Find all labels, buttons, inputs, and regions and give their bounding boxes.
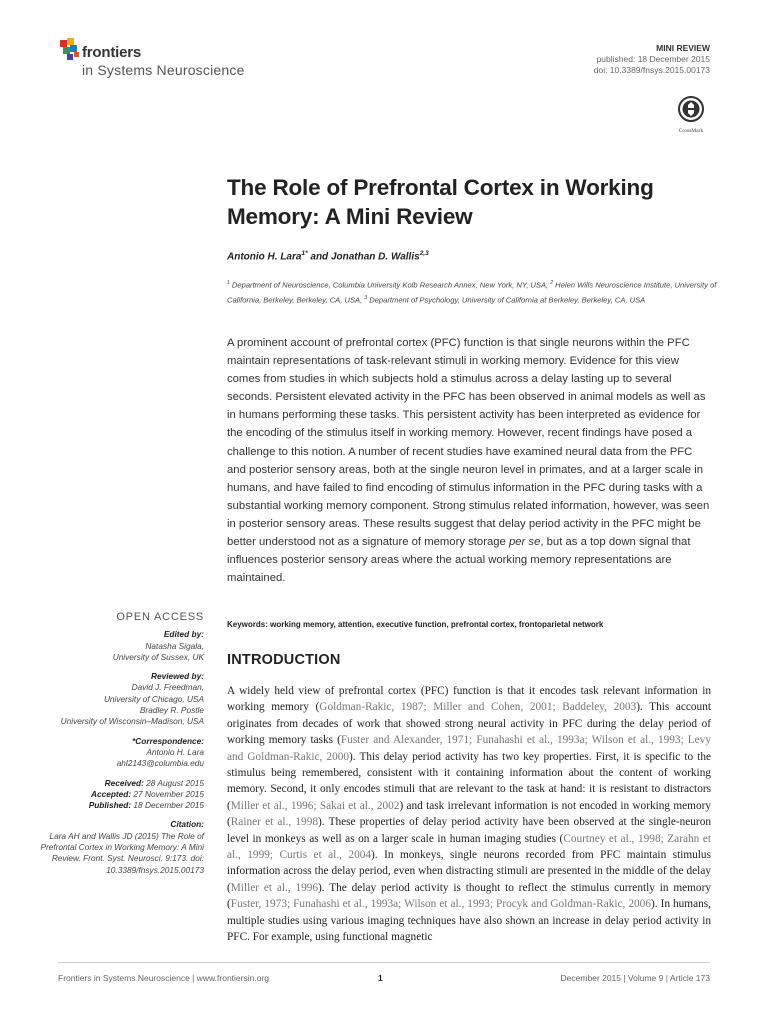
dates-block [40,778,204,812]
page-number: 1 [378,973,383,983]
abstract-emphasis: per se [508,536,541,549]
citation-heading: Citation: [170,819,204,830]
abstract [227,334,711,587]
citation-text: Lara AH and Wallis JD (2015) The Role of Prefrontal Cortex in Working Memory: A Mini Review. Front. Syst. Neurosci. 9:173. doi: 10.3389/fnsys.2015.00173 [40,830,204,875]
received-label: Received: [104,777,144,788]
body-text: ). In monkeys, single neurons recorded from PFC maintain stimulus information across the delay period, even when distracting stimuli are presented in the middle of the delay ( [227,849,711,894]
journal-name: in Systems Neuroscience [82,62,245,78]
correspondence-name: Antonio H. Lara [146,746,204,757]
reviewer-institution: University of Wisconsin–Madison, USA [60,716,204,727]
crossmark-icon [678,96,704,122]
correspondence-heading: *Correspondence: [132,735,204,746]
citation-link[interactable]: Fuster, 1973; Funahashi et al., 1993a; Wilson et al., 1993; Procyk and Goldman-Rakic, 2006 [230,898,651,911]
frontiers-logo-icon [58,38,82,64]
article-sidebar [40,612,204,884]
citation-link[interactable]: Goldman-Rakic, 1987; Miller and Cohen, 2001; Baddeley, 2003 [319,701,637,714]
citation-link[interactable]: Rainer et al., 1998 [230,816,319,829]
published-date: published: 18 December 2015 [596,54,710,64]
edited-by-block [40,629,204,663]
accepted-date [40,789,204,800]
body-text: ). This account originates from decades of work that showed strong neural activity in PFC during the delay period of working memory tasks ( [227,701,711,747]
footer-journal[interactable]: Frontiers in Systems Neuroscience | www.frontiersin.org [58,973,270,983]
body-text: ). This delay period activity has two key properties. First, it is specific to the stimulus being remembered, consistent with it containing information about the content of working memory. Second, it only encodes stimuli that are relevant to the task at hand: it is resistant to distractors ( [227,750,711,812]
body-text: ). These properties of delay period activity have been observed at the single-neuron level in monkeys as well as on a larger scale in human imaging studies ( [227,816,711,845]
body-text: ) and task irrelevant information is not encoded in working memory ( [227,799,711,829]
body-text: ). The delay period activity is thought to reflect the stimulus currently in memory ( [227,881,711,911]
affiliation: Helen Wills Neuroscience Institute, University of California, Berkeley, Berkeley, CA, USA, [227,280,717,305]
brand-name: frontiers [82,44,142,61]
footer-issue: December 2015 | Volume 9 | Article 173 [560,973,710,983]
article-type: MINI REVIEW [656,43,710,53]
intro-paragraph [227,683,711,946]
body-text: A widely held view of prefrontal cortex (PFC) function is that it encodes task relevant information in working memory ( [227,685,711,714]
keywords: Keywords: working memory, attention, executive function, prefrontal cortex, frontoparietal network [227,620,604,629]
author-sup: 1* [301,250,308,257]
editor-institution: University of Sussex, UK [112,651,204,662]
author-name[interactable]: Jonathan D. Wallis [330,251,420,263]
article-title: The Role of Prefrontal Cortex in Working Memory: A Mini Review [227,175,654,229]
body-text: ). In humans, multiple studies using various imaging techniques have also shown an increase in delay period activity in PFC. For example, using functional magnetic [227,898,711,944]
crossmark-label: CrossMark [678,128,704,134]
reviewer-name: David J. Freedman, [131,682,204,693]
author-sup: 2,3 [419,250,429,257]
affiliations [227,277,717,307]
author-name[interactable]: Antonio H. Lara [227,251,302,263]
accepted-label: Accepted: [91,788,132,799]
citation-link[interactable]: Fuster and Alexander, 1971; Funahashi et al., 1993a; Wilson et al., 1993; Levy and Goldman-Rakic, 2000 [227,734,711,763]
citation-block [40,819,204,875]
affil-sup: 3 [364,295,368,302]
crossmark-badge[interactable] [676,96,706,136]
published-value: 18 December 2015 [131,800,204,811]
correspondence-email[interactable]: ahl2143@columbia.edu [116,758,204,769]
affil-sup: 1 [227,280,230,286]
author-list [227,250,429,262]
reviewer-institution: University of Chicago, USA [103,693,204,704]
edited-by-heading: Edited by: [163,629,204,640]
footer-divider [58,962,710,963]
abstract-text: A prominent account of prefrontal cortex (PFC) function is that single neurons within the PFC maintain representations of task-relevant stimuli in working memory. Evidence for this view comes from studies in which subjects hold a stimulus across a delay lasting up to several seconds. Persistent elevated activity in the PFC has been observed in animal models as well as in humans performing these tasks. This persistent activity has been interpreted as evidence for the encoding of the stimulus itself in working memory. However, recent findings have posed a challenge to this notion. A number of recent studies have examined neural data from the PFC and posterior sensory areas, both at the single neuron level in primates, and at a larger scale in humans, and have failed to find encoding of stimulus information in the PFC during tasks with a substantial working memory component. Strong stimulus related information, however, was seen in posterior sensory areas. These results suggest that delay period activity in the PFC might be better understood not as a signature of memory storage [227,337,710,549]
affil-sup: 2 [550,280,554,286]
editor-name: Natasha Sigala, [145,640,204,651]
affiliation: Department of Neuroscience, Columbia University Kolb Research Annex, New York, NY, USA, [229,280,551,290]
open-access-label: OPEN ACCESS [116,611,204,623]
reviewer-name: Bradley R. Postle [139,705,204,716]
affiliation: Department of Psychology, University of California at Berkeley, Berkeley, CA, USA [367,295,646,305]
citation-link[interactable]: Miller et al., 1996 [230,881,319,894]
accepted-value: 27 November 2015 [131,788,204,799]
published-label: Published: [88,800,132,811]
received-value: 28 August 2015 [143,777,204,788]
received-date [40,778,204,789]
author-and: and [307,251,331,263]
citation-link[interactable]: Miller et al., 1996; Sakai et al., 2002 [230,799,400,812]
published-date-sidebar [40,800,204,811]
citation-link[interactable]: Courtney et al., 1998; Zarahn et al., 1999; Curtis et al., 2004 [227,832,711,862]
correspondence-block [40,736,204,770]
article-meta [594,43,710,76]
reviewed-by-heading: Reviewed by: [150,671,204,682]
abstract-text: , but as a top down signal that influences posterior sensory areas where the actual working memory representations are maintained. [227,536,691,585]
reviewed-by-block [40,671,204,727]
doi[interactable]: doi: 10.3389/fnsys.2015.00173 [593,65,710,75]
section-heading: INTRODUCTION [227,652,341,668]
